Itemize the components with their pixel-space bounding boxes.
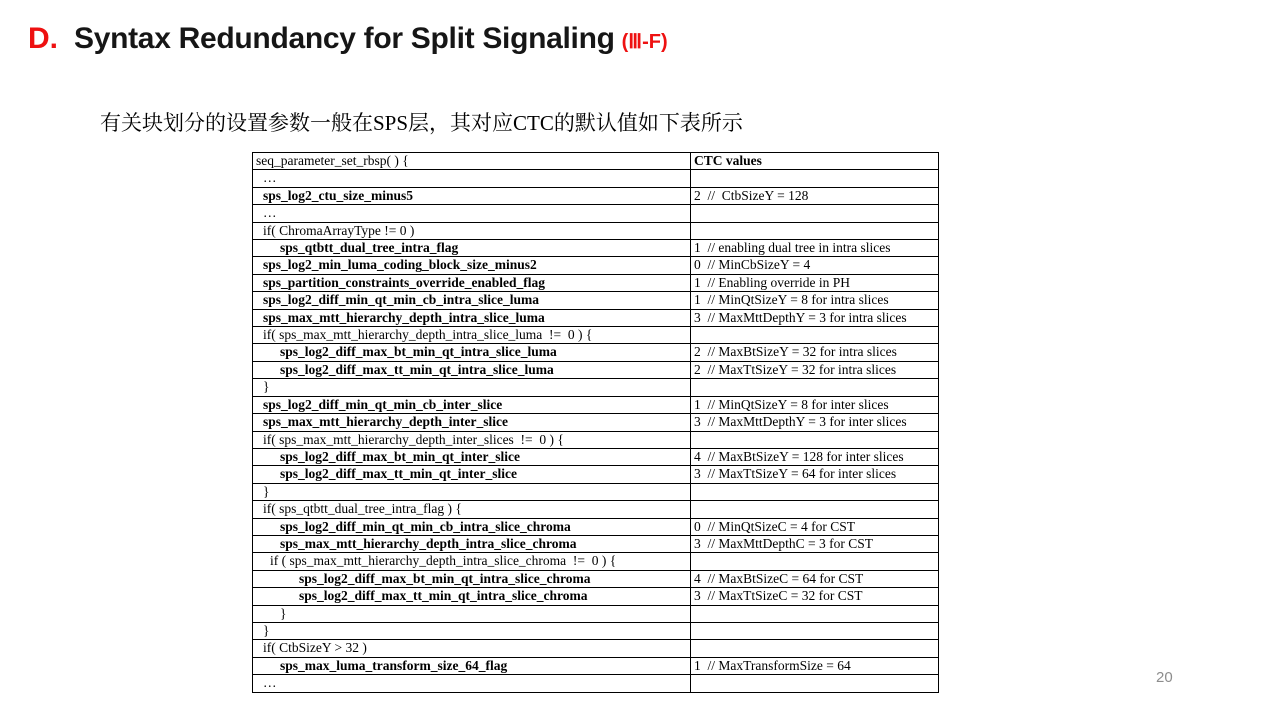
syntax-cell: sps_log2_diff_max_bt_min_qt_intra_slice_luma	[253, 344, 691, 361]
table-row	[253, 379, 939, 396]
syntax-cell: if( sps_max_mtt_hierarchy_depth_inter_slices != 0 ) {	[253, 431, 691, 448]
syntax-cell: …	[253, 205, 691, 222]
page-number: 20	[1156, 669, 1173, 686]
table-row	[253, 187, 939, 204]
value-cell: 1 // MinQtSizeY = 8 for intra slices	[691, 292, 939, 309]
value-cell	[691, 605, 939, 622]
value-cell: 3 // MaxTtSizeC = 32 for CST	[691, 588, 939, 605]
table-row	[253, 361, 939, 378]
value-cell: 4 // MaxBtSizeC = 64 for CST	[691, 570, 939, 587]
syntax-cell: if ( sps_max_mtt_hierarchy_depth_intra_slice_chroma != 0 ) {	[253, 553, 691, 570]
value-cell: 2 // MaxTtSizeY = 32 for intra slices	[691, 361, 939, 378]
syntax-table-body	[253, 153, 939, 693]
syntax-cell: }	[253, 622, 691, 639]
table-row	[253, 257, 939, 274]
table-row	[253, 588, 939, 605]
subtitle-text: 有关块划分的设置参数一般在SPS层，其对应CTC的默认值如下表所示	[100, 111, 743, 135]
table-row	[253, 501, 939, 518]
value-cell	[691, 205, 939, 222]
syntax-cell: …	[253, 170, 691, 187]
syntax-cell: sps_max_mtt_hierarchy_depth_intra_slice_chroma	[253, 535, 691, 552]
table-row	[253, 535, 939, 552]
table-row	[253, 466, 939, 483]
value-cell: CTC values	[691, 153, 939, 170]
syntax-cell: }	[253, 605, 691, 622]
syntax-cell: …	[253, 675, 691, 692]
value-cell: 1 // MaxTransformSize = 64	[691, 657, 939, 674]
syntax-cell: sps_log2_ctu_size_minus5	[253, 187, 691, 204]
syntax-cell: }	[253, 379, 691, 396]
syntax-cell: sps_log2_min_luma_coding_block_size_minus2	[253, 257, 691, 274]
page-title: Syntax Redundancy for Split Signaling	[74, 22, 615, 55]
table-row	[253, 396, 939, 413]
table-row	[253, 222, 939, 239]
table-row	[253, 274, 939, 291]
value-cell: 4 // MaxBtSizeY = 128 for inter slices	[691, 448, 939, 465]
syntax-cell: if( sps_max_mtt_hierarchy_depth_intra_slice_luma != 0 ) {	[253, 327, 691, 344]
slide-title	[28, 22, 668, 56]
value-cell	[691, 483, 939, 500]
value-cell	[691, 222, 939, 239]
syntax-cell: sps_log2_diff_min_qt_min_cb_inter_slice	[253, 396, 691, 413]
table-row	[253, 414, 939, 431]
table-row	[253, 640, 939, 657]
value-cell: 0 // MinCbSizeY = 4	[691, 257, 939, 274]
table-row	[253, 292, 939, 309]
value-cell: 1 // enabling dual tree in intra slices	[691, 240, 939, 257]
value-cell	[691, 431, 939, 448]
table-row	[253, 657, 939, 674]
value-cell: 3 // MaxMttDepthC = 3 for CST	[691, 535, 939, 552]
table-row	[253, 309, 939, 326]
value-cell	[691, 501, 939, 518]
value-cell	[691, 640, 939, 657]
syntax-cell: sps_log2_diff_max_bt_min_qt_intra_slice_chroma	[253, 570, 691, 587]
table-row	[253, 327, 939, 344]
syntax-cell: sps_log2_diff_max_tt_min_qt_intra_slice_luma	[253, 361, 691, 378]
value-cell: 0 // MinQtSizeC = 4 for CST	[691, 518, 939, 535]
value-cell: 3 // MaxMttDepthY = 3 for intra slices	[691, 309, 939, 326]
table-row	[253, 518, 939, 535]
table-row	[253, 431, 939, 448]
syntax-cell: if( ChromaArrayType != 0 )	[253, 222, 691, 239]
syntax-cell: sps_max_mtt_hierarchy_depth_intra_slice_luma	[253, 309, 691, 326]
value-cell	[691, 327, 939, 344]
syntax-cell: seq_parameter_set_rbsp( ) {	[253, 153, 691, 170]
value-cell	[691, 553, 939, 570]
title-suffix: (Ⅲ-F)	[621, 31, 668, 53]
table-row	[253, 153, 939, 170]
syntax-cell: if( CtbSizeY > 32 )	[253, 640, 691, 657]
value-cell: 2 // CtbSizeY = 128	[691, 187, 939, 204]
value-cell: 3 // MaxTtSizeY = 64 for inter slices	[691, 466, 939, 483]
syntax-cell: sps_max_mtt_hierarchy_depth_inter_slice	[253, 414, 691, 431]
value-cell: 2 // MaxBtSizeY = 32 for intra slices	[691, 344, 939, 361]
syntax-cell: sps_log2_diff_max_bt_min_qt_inter_slice	[253, 448, 691, 465]
title-prefix: D.	[28, 22, 58, 55]
table-row	[253, 448, 939, 465]
table-row	[253, 344, 939, 361]
table-row	[253, 240, 939, 257]
value-cell	[691, 379, 939, 396]
syntax-cell: sps_log2_diff_max_tt_min_qt_inter_slice	[253, 466, 691, 483]
value-cell: 3 // MaxMttDepthY = 3 for inter slices	[691, 414, 939, 431]
value-cell	[691, 170, 939, 187]
syntax-cell: sps_partition_constraints_override_enabled_flag	[253, 274, 691, 291]
value-cell	[691, 675, 939, 692]
table-row	[253, 675, 939, 692]
syntax-cell: if( sps_qtbtt_dual_tree_intra_flag ) {	[253, 501, 691, 518]
syntax-cell: sps_log2_diff_min_qt_min_cb_intra_slice_chroma	[253, 518, 691, 535]
table-row	[253, 605, 939, 622]
value-cell: 1 // Enabling override in PH	[691, 274, 939, 291]
syntax-cell: sps_log2_diff_min_qt_min_cb_intra_slice_luma	[253, 292, 691, 309]
ctc-values-table	[252, 152, 939, 693]
table-row	[253, 622, 939, 639]
table-row	[253, 553, 939, 570]
value-cell	[691, 622, 939, 639]
syntax-cell: sps_max_luma_transform_size_64_flag	[253, 657, 691, 674]
syntax-cell: }	[253, 483, 691, 500]
syntax-cell: sps_log2_diff_max_tt_min_qt_intra_slice_chroma	[253, 588, 691, 605]
table-row	[253, 205, 939, 222]
syntax-cell: sps_qtbtt_dual_tree_intra_flag	[253, 240, 691, 257]
table-row	[253, 570, 939, 587]
value-cell: 1 // MinQtSizeY = 8 for inter slices	[691, 396, 939, 413]
table-row	[253, 170, 939, 187]
table-row	[253, 483, 939, 500]
